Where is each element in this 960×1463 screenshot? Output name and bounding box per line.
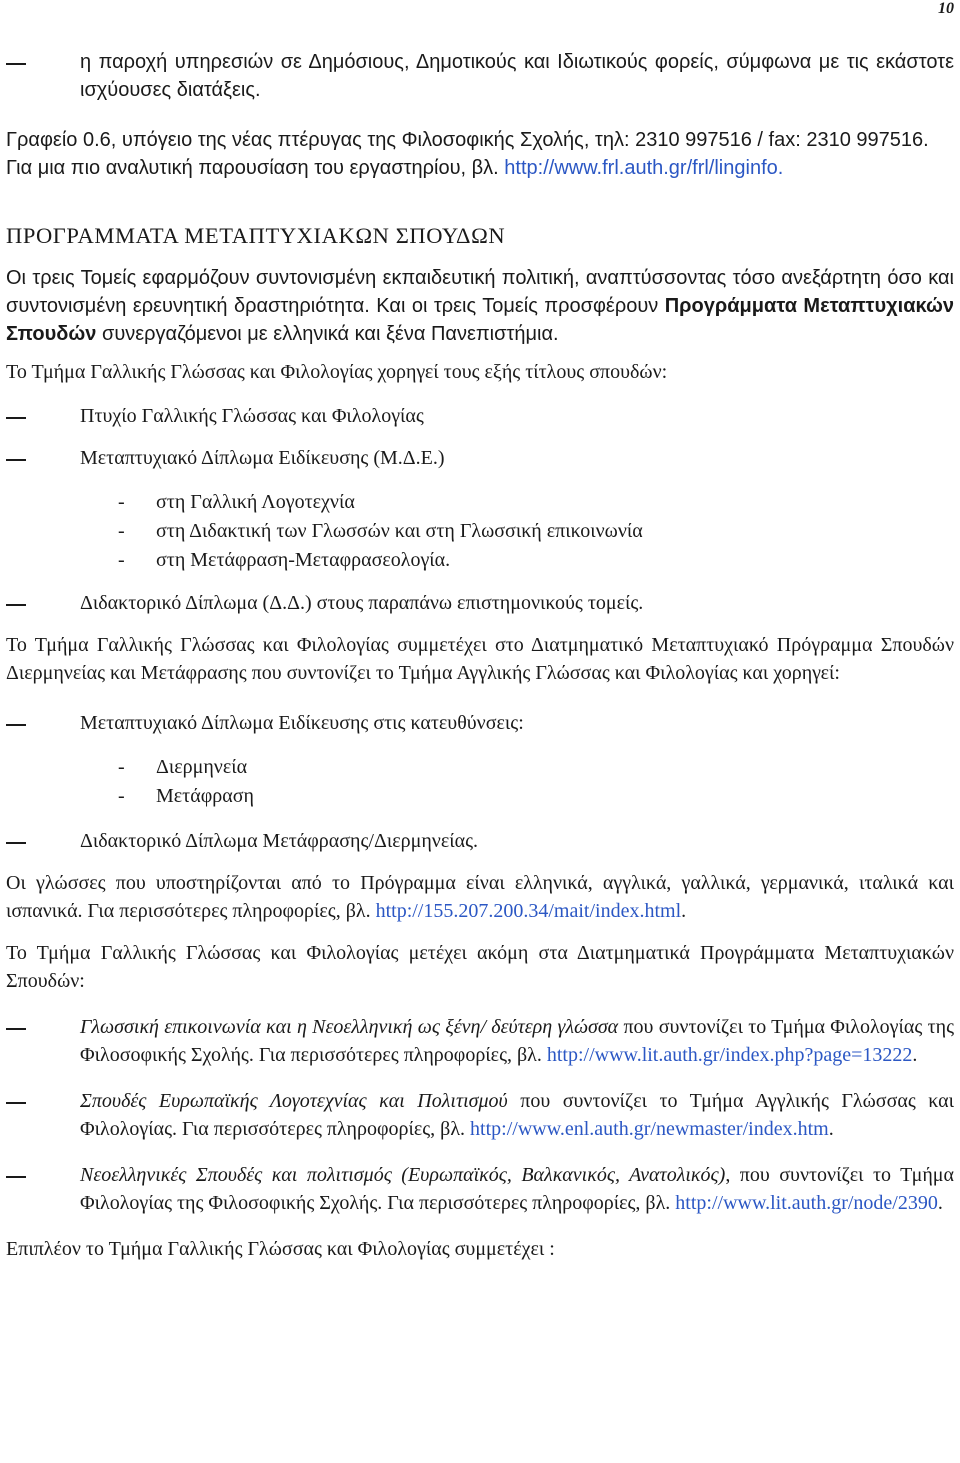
other-programs-intro: Το Τμήμα Γαλλικής Γλώσσας και Φιλολογίας μετέχει ακόμη στα Διατμηματικά Προγράμματα Μεταπτυχιακών Σπουδών:: [6, 942, 954, 992]
titles-intro: Το Τμήμα Γαλλικής Γλώσσας και Φιλολογίας χορηγεί τους εξής τίτλους σπουδών:: [6, 361, 668, 383]
list-item: [6, 517, 954, 546]
sub-item-text: στη Διδακτική των Γλωσσών και στη Γλωσσική επικοινωνία: [156, 520, 643, 542]
program-link[interactable]: http://www.enl.auth.gr/newmaster/index.htm: [470, 1118, 829, 1140]
languages-paragraph: [6, 869, 954, 925]
section-heading: ΠΡΟΓΡΑΜΜΑΤΑ ΜΕΤΑΠΤΥΧΙΑΚΩΝ ΣΠΟΥΔΩΝ: [6, 223, 506, 248]
postgrad-paragraph: [6, 264, 954, 348]
hyphen-bullet: -: [118, 491, 125, 513]
postgrad-text-bold: Προγράμματα Μεταπτυχιακών Σπουδών: [6, 295, 954, 345]
sub-item-text: Μετάφραση: [156, 785, 254, 807]
list-item: [6, 753, 954, 782]
program-title: Σπουδές Ευρωπαϊκής Λογοτεχνίας και Πολιτισμού: [80, 1090, 508, 1112]
hyphen-bullet: -: [118, 756, 125, 778]
program-end: .: [828, 1118, 834, 1140]
mait-link[interactable]: http://155.207.200.34/mait/index.html: [375, 900, 682, 922]
program-text: που συντονίζει το Τμήμα Φιλολογίας της Φιλοσοφικής Σχολής. Για περισσότερες πληροφορίες, βλ.: [80, 1016, 954, 1066]
title-item: Πτυχίο Γαλλικής Γλώσσας και Φιλολογίας: [80, 405, 424, 427]
list-item: [6, 488, 954, 517]
sub-item-text: Διερμηνεία: [156, 756, 248, 778]
office-text: Γραφείο 0.6, υπόγειο της νέας πτέρυγας της Φιλοσοφικής Σχολής, τηλ: 2310 997516 / fax: 2310 997516. Για μια πιο αναλυτική παρουσίαση του εργαστηρίου, βλ.: [6, 129, 929, 179]
postgrad-text-a: Οι τρεις Τομείς εφαρμόζουν συντονισμένη εκπαιδευτική πολιτική, αναπτύσσοντας τόσο ανεξάρτητη όσο και συντονισμένη ερευνητική δραστηριότητα. Και οι τρεις Τομείς προσφέρουν: [6, 267, 954, 317]
document-body: [6, 48, 954, 1263]
list-item: [6, 709, 954, 737]
hyphen-bullet: -: [118, 520, 125, 542]
lab-link[interactable]: http://www.frl.auth.gr/frl/linginfo.: [504, 157, 784, 179]
interdept-intro: Το Τμήμα Γαλλικής Γλώσσας και Φιλολογίας συμμετέχει στο Διατμηματικό Μεταπτυχιακό Πρόγραμμα Σπουδών Διερμηνείας και Μετάφρασης που συντονίζει το Τμήμα Αγγλικής Γλώσσας και Φιλολογίας και χορηγεί:: [6, 634, 954, 684]
list-item: [6, 1087, 954, 1143]
intro-dash-item: η παροχή υπηρεσιών σε Δημόσιους, Δημοτικούς και Ιδιωτικούς φορείς, σύμφωνα με τις εκάστοτε ισχύουσες διατάξεις.: [80, 51, 954, 101]
title-item: Μεταπτυχιακό Δίπλωμα Ειδίκευσης (Μ.Δ.Ε.): [80, 447, 445, 469]
program-end: .: [912, 1044, 918, 1066]
program-text: , που συντονίζει το Τμήμα Φιλολογίας της Φιλοσοφικής Σχολής. Για περισσότερες πληροφορίες, βλ.: [80, 1164, 954, 1214]
program-title: Νεοελληνικές Σπουδές και πολιτισμός (Ευρωπαϊκός, Βαλκανικός, Ανατολικός): [80, 1164, 726, 1186]
list-item: [6, 402, 954, 430]
list-item: [6, 1161, 954, 1217]
list-item: [6, 546, 954, 575]
postgrad-text-b: συνεργαζόμενοι με ελληνικά και ξένα Πανεπιστήμια.: [101, 323, 559, 345]
sub-item-text: στη Μετάφραση-Μεταφρασεολογία.: [156, 549, 451, 571]
list-item: [6, 827, 954, 855]
sub-item-text: στη Γαλλική Λογοτεχνία: [156, 491, 355, 513]
program-text: που συντονίζει το Τμήμα Αγγλικής Γλώσσας και Φιλολογίας. Για περισσότερες πληροφορίες, βλ.: [80, 1090, 954, 1140]
program-link[interactable]: http://www.lit.auth.gr/index.php?page=13222: [546, 1044, 913, 1066]
hyphen-bullet: -: [118, 785, 125, 807]
program-title: Γλωσσική επικοινωνία και η Νεοελληνική ως ξένη/ δεύτερη γλώσσα: [80, 1016, 619, 1038]
hyphen-bullet: -: [118, 549, 125, 571]
languages-end: .: [681, 900, 687, 922]
office-info: [6, 126, 954, 182]
doctoral-item: Διδακτορικό Δίπλωμα (Δ.Δ.) στους παραπάνω επιστημονικούς τομείς.: [80, 592, 644, 614]
languages-text: Οι γλώσσες που υποστηρίζονται από το Πρόγραμμα είναι ελληνικά, αγγλικά, γαλλικά, γερμανικά, ιταλικά και ισπανικά. Για περισσότερες πληροφορίες, βλ.: [6, 872, 954, 922]
list-item: [6, 444, 954, 472]
program-end: .: [937, 1192, 943, 1214]
list-item: [6, 48, 954, 104]
list-item: [6, 782, 954, 811]
interdept-item: Διδακτορικό Δίπλωμα Μετάφρασης/Διερμηνείας.: [80, 830, 478, 852]
interdept-item: Μεταπτυχιακό Δίπλωμα Ειδίκευσης στις κατευθύνσεις:: [80, 712, 524, 734]
page-number: 10: [938, 0, 954, 17]
program-link[interactable]: http://www.lit.auth.gr/node/2390: [675, 1192, 938, 1214]
closing-sentence: Επιπλέον το Τμήμα Γαλλικής Γλώσσας και Φιλολογίας συμμετέχει :: [6, 1238, 555, 1260]
list-item: [6, 1013, 954, 1069]
list-item: [6, 589, 954, 617]
